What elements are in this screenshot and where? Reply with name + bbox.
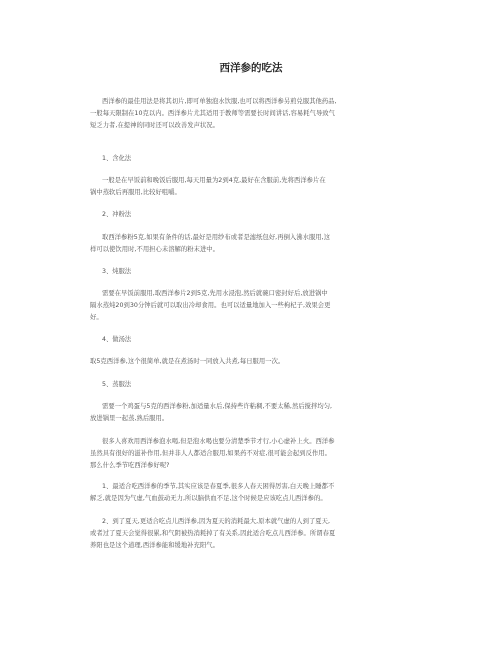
- section-paragraph-3: [90, 288, 408, 324]
- section-paragraph-1: [90, 175, 408, 199]
- text-line: 西洋参的最佳用法是将其切片,即可单独泡水饮服,也可以将西洋参另煎兑服其他药品,: [102, 98, 337, 105]
- text-line: 短乏力者,在提神的同时还可以改善发声状况。: [90, 122, 219, 129]
- text-line: 一般是在早饭前和晚饭后服用,每天用量为2到4克,最好在含服前,先将西洋参片在: [102, 177, 326, 184]
- text-line: 需要在早饭前服用,取西洋参片2到5克,先用水浸泡,然后就碗口密封好后,放进锅中: [102, 290, 328, 297]
- text-line: 一般每天限制在10克以内。西洋参片尤其适用于教师等需要长时间讲话,容易耗气导致气: [90, 110, 335, 117]
- text-line: 样可以使饮用时,不用担心未溶解的粉末进中。: [90, 246, 219, 253]
- text-line: 隔水蒸炖20到30分钟后就可以取出冷却食用。也可以适量地加入一些枸杞子,效果会更: [90, 302, 331, 309]
- text-line: 1、最适合吃西洋参的季节,其实应该是春夏季,很多人春天困得厉害,白天晚上睡都不: [102, 483, 335, 490]
- section-paragraph-2: [90, 232, 408, 256]
- text-line: 虽然具有很好的滋补作用,但并非人人都适合服用,如果药不对症,很可能会起到反作用。: [90, 450, 331, 457]
- text-line: 很多人喜欢用西洋参泡水喝,但是泡水喝也要分清楚季节才行,小心虚补上火。西洋参: [102, 438, 335, 445]
- season-paragraph: [90, 436, 408, 472]
- section-heading-5: 5、蒸服法: [102, 381, 132, 388]
- section-paragraph-4: [90, 356, 408, 368]
- text-line: 放进锅里一起蒸,熟后服用。: [90, 415, 169, 422]
- text-line: 解乏,就是因为气虚,气血鼓动无力,所以脑供血不足,这个时候是应该吃点儿西洋参的。: [90, 495, 327, 502]
- page-title: 西洋参的吃法: [219, 62, 283, 74]
- text-line: 或者过了夏天会觉得很累,和气阴被热消耗掉了有关系,因此适合吃点儿西洋参。所谓春夏: [90, 530, 336, 537]
- section-paragraph-5: [90, 401, 408, 425]
- text-line: 锅中蒸软后再服用,比较好咀嚼。: [90, 189, 181, 196]
- text-line: 取西洋参粉5克,如果有条件的话,最好是用纱布或者是滤纸包好,再倒入沸水服用,这: [102, 234, 331, 241]
- intro-paragraph: [90, 96, 408, 132]
- text-line: 养阳也是这个道理,西洋参能和缓地补充阳气。: [90, 542, 219, 549]
- text-line: 取5克西洋参,这个很简单,就是在煮汤时一同放入共煮,每日服用一次。: [90, 358, 285, 365]
- text-line: 2、到了夏天,更适合吃点儿西洋参,因为夏天的消耗最大,原本就气虚的人到了夏天,: [102, 518, 331, 525]
- text-line: 需要一个鸡蛋与5克的西洋参粉,加适量水后,保持些许粘稠,不要太稀,然后搅拌均匀,: [102, 403, 333, 410]
- section-heading-3: 3、炖服法: [102, 268, 132, 275]
- section-heading-4: 4、做汤法: [102, 336, 132, 343]
- section-heading-1: 1、含化法: [102, 155, 132, 162]
- section-heading-2: 2、冲粉法: [102, 211, 132, 218]
- season-point-1: [90, 481, 408, 505]
- text-line: 那么什么季节吃西洋参好呢?: [90, 462, 170, 469]
- season-point-2: [90, 516, 408, 552]
- text-line: 好。: [90, 314, 103, 321]
